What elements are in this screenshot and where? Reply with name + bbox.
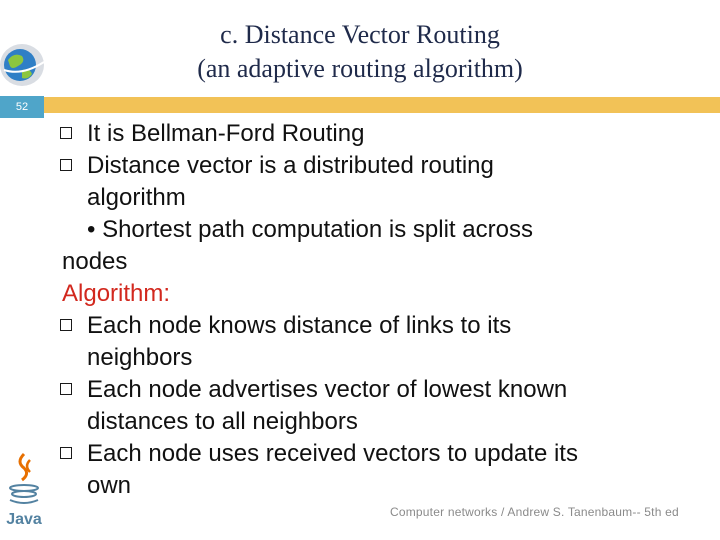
sub-bullet: • Shortest path computation is split across <box>87 216 533 243</box>
header-accent-bar <box>44 97 720 113</box>
slide-title <box>0 18 720 86</box>
bullet-item: Each node uses received vectors to update its <box>62 438 712 470</box>
bullet-continuation: distances to all neighbors <box>87 408 358 435</box>
java-label: Java <box>6 511 42 528</box>
footer-credit: Computer networks / Andrew S. Tanenbaum-- 5th ed <box>390 505 679 519</box>
square-bullet-icon <box>60 127 72 139</box>
bullet-continuation: algorithm <box>87 184 186 211</box>
slide-number: 52 <box>0 96 44 118</box>
slide-title-line2: (an adaptive routing algorithm) <box>197 54 523 83</box>
bullet-item: Each node advertises vector of lowest known <box>62 374 712 406</box>
algorithm-heading: Algorithm: <box>62 280 171 307</box>
java-logo-icon <box>2 450 46 530</box>
square-bullet-icon <box>60 159 72 171</box>
bullet-item: Each node knows distance of links to its <box>62 310 712 342</box>
square-bullet-icon <box>60 319 72 331</box>
bullet-continuation: neighbors <box>87 344 193 371</box>
sub-bullet-continuation: nodes <box>62 248 128 275</box>
slide-body <box>62 118 712 502</box>
bullet-continuation: own <box>87 472 132 499</box>
square-bullet-icon <box>60 383 72 395</box>
globe-logo-icon <box>0 40 48 90</box>
bullet-item: Distance vector is a distributed routing <box>62 150 712 182</box>
bullet-item: It is Bellman-Ford Routing <box>62 118 712 150</box>
square-bullet-icon <box>60 447 72 459</box>
slide-title-line1: c. Distance Vector Routing <box>220 20 500 49</box>
